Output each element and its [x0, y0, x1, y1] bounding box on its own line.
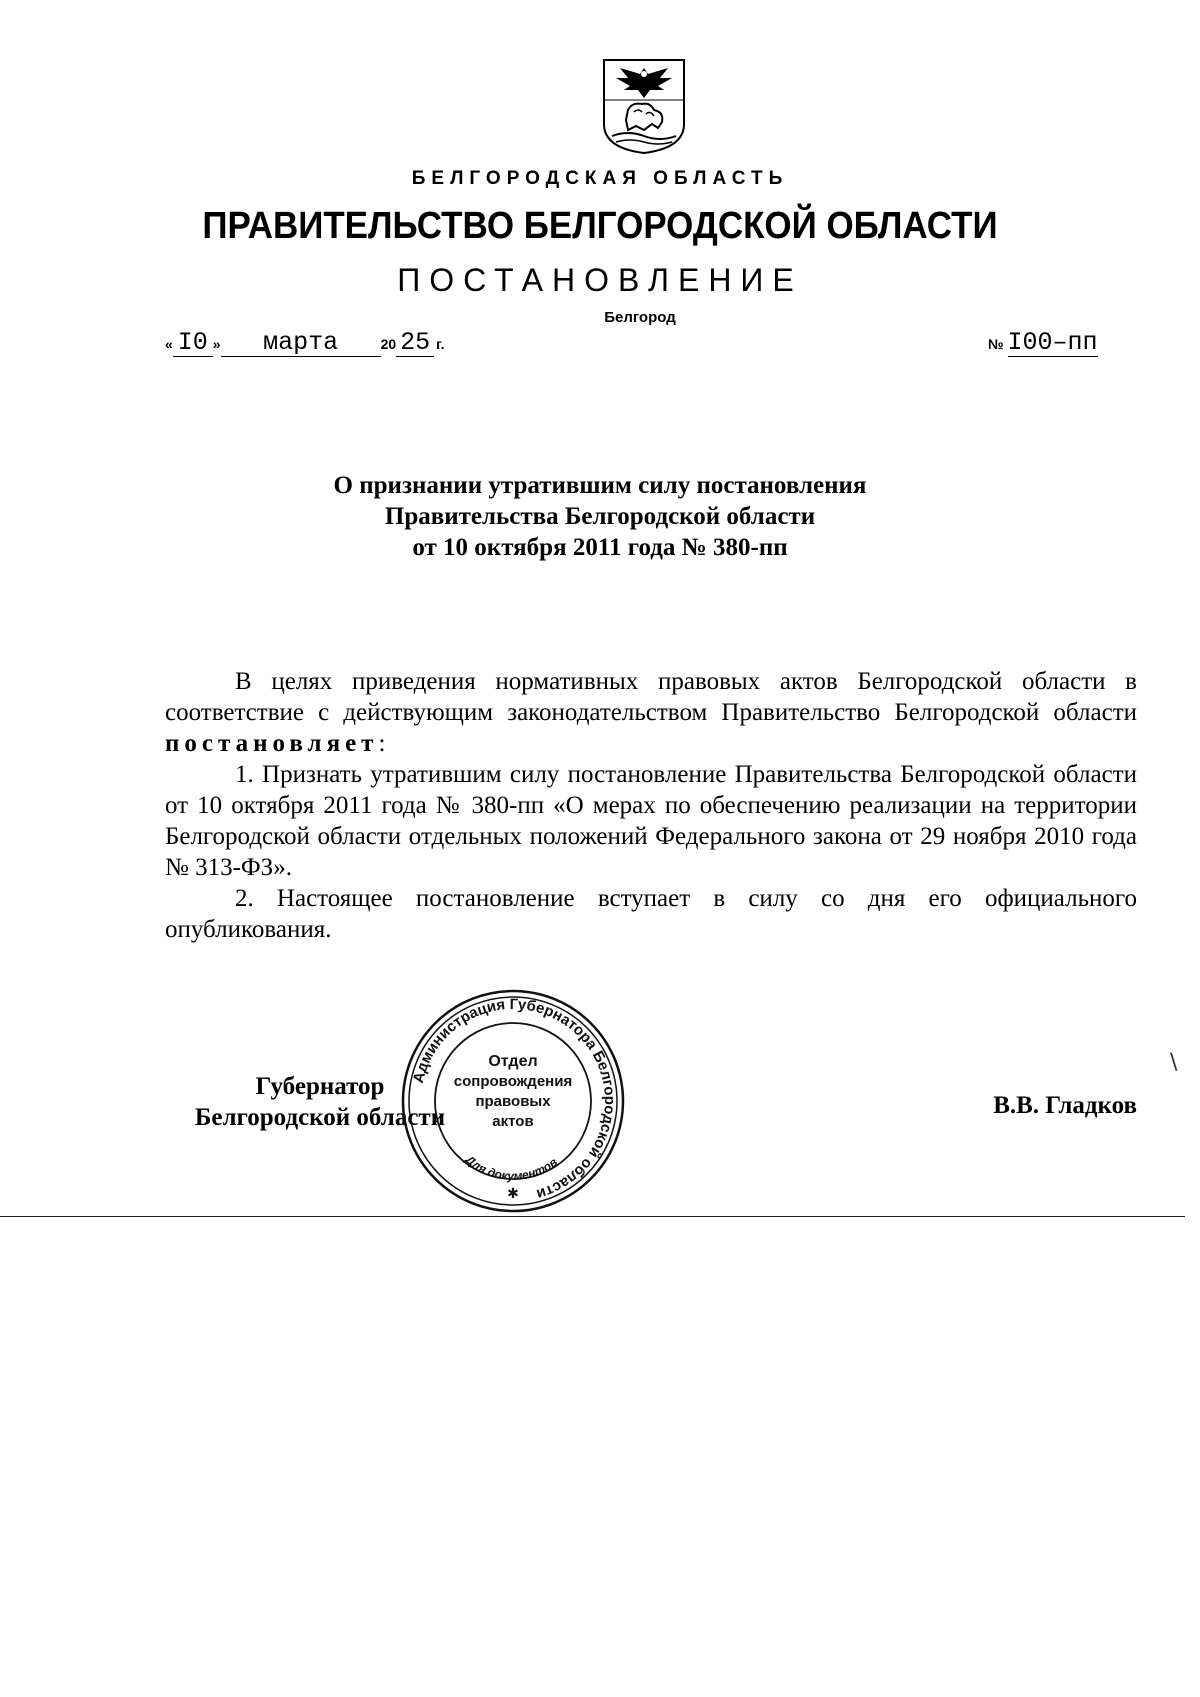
- preamble-paragraph: [165, 666, 1137, 759]
- belgorod-coat-of-arms-icon: [598, 58, 690, 154]
- document-title: [0, 470, 1200, 563]
- date-month: марта: [221, 330, 381, 357]
- stamp-center-line-4: актов: [492, 1113, 534, 1130]
- date-open-quote: «: [165, 336, 173, 352]
- signatory-role-line-1: Губернатор: [255, 1073, 385, 1100]
- city-name: Белгород: [604, 309, 676, 326]
- title-line-2: Правительства Белгородской области: [384, 503, 816, 530]
- government-title: ПРАВИТЕЛЬСТВО БЕЛГОРОДСКОЙ ОБЛАСТИ: [202, 205, 998, 247]
- resolves-word: постановляет: [165, 730, 379, 757]
- preamble-colon: :: [378, 730, 386, 757]
- title-line-3: от 10 октября 2011 года № 380-пп: [412, 534, 788, 561]
- number-prefix: №: [988, 336, 1004, 352]
- date-close-quote: »: [212, 336, 221, 352]
- document-type: ПОСТАНОВЛЕНИЕ: [397, 262, 803, 298]
- document-number: [988, 330, 1098, 357]
- stamp-center-line-3: правовых: [475, 1093, 551, 1110]
- clause-2: 2. Настоящее постановление вступает в силу со дня его официального опубликования.: [165, 885, 1137, 943]
- stamp-center-line-2: сопровождения: [453, 1073, 573, 1090]
- stamp-ring-text: Администрация Губернатора Белгородской области: [409, 995, 619, 1203]
- document-date: [165, 330, 445, 357]
- date-year: 25: [396, 330, 434, 357]
- official-stamp: [398, 986, 628, 1216]
- stamp-bottom-text: Для документов: [462, 1152, 560, 1184]
- date-day: I0: [173, 330, 213, 357]
- signatory-name: В.В. Гладков: [993, 1092, 1137, 1119]
- stamp-center-line-1: Отдел: [488, 1053, 538, 1070]
- bottom-divider: [0, 1216, 1185, 1217]
- number-value: I00–пп: [1007, 328, 1098, 357]
- title-line-1: О признании утратившим силу постановления: [333, 472, 867, 499]
- date-year-mark: г.: [436, 336, 445, 352]
- preamble-text: В целях приведения нормативных правовых актов Белгородской области в соответствие с действующим законодательством Правительство Белгородской области: [165, 668, 1137, 726]
- stray-mark: \: [1170, 1050, 1178, 1075]
- document-body: [165, 666, 1137, 945]
- clause-1: 1. Признать утратившим силу постановление Правительства Белгородской области от 10 октября 2011 года № 380-пп «О мерах по обеспечению реализации на территории Белгородской области отдельных положений Федерального закона от 29 ноября 2010 года № 313-ФЗ».: [165, 761, 1137, 881]
- date-year-prefix: 20: [380, 336, 397, 352]
- region-name: БЕЛГОРОДСКАЯ ОБЛАСТЬ: [411, 168, 789, 189]
- stamp-star-icon: ✱: [507, 1186, 519, 1202]
- signatory-role-line-2: Белгородской области: [194, 1104, 446, 1131]
